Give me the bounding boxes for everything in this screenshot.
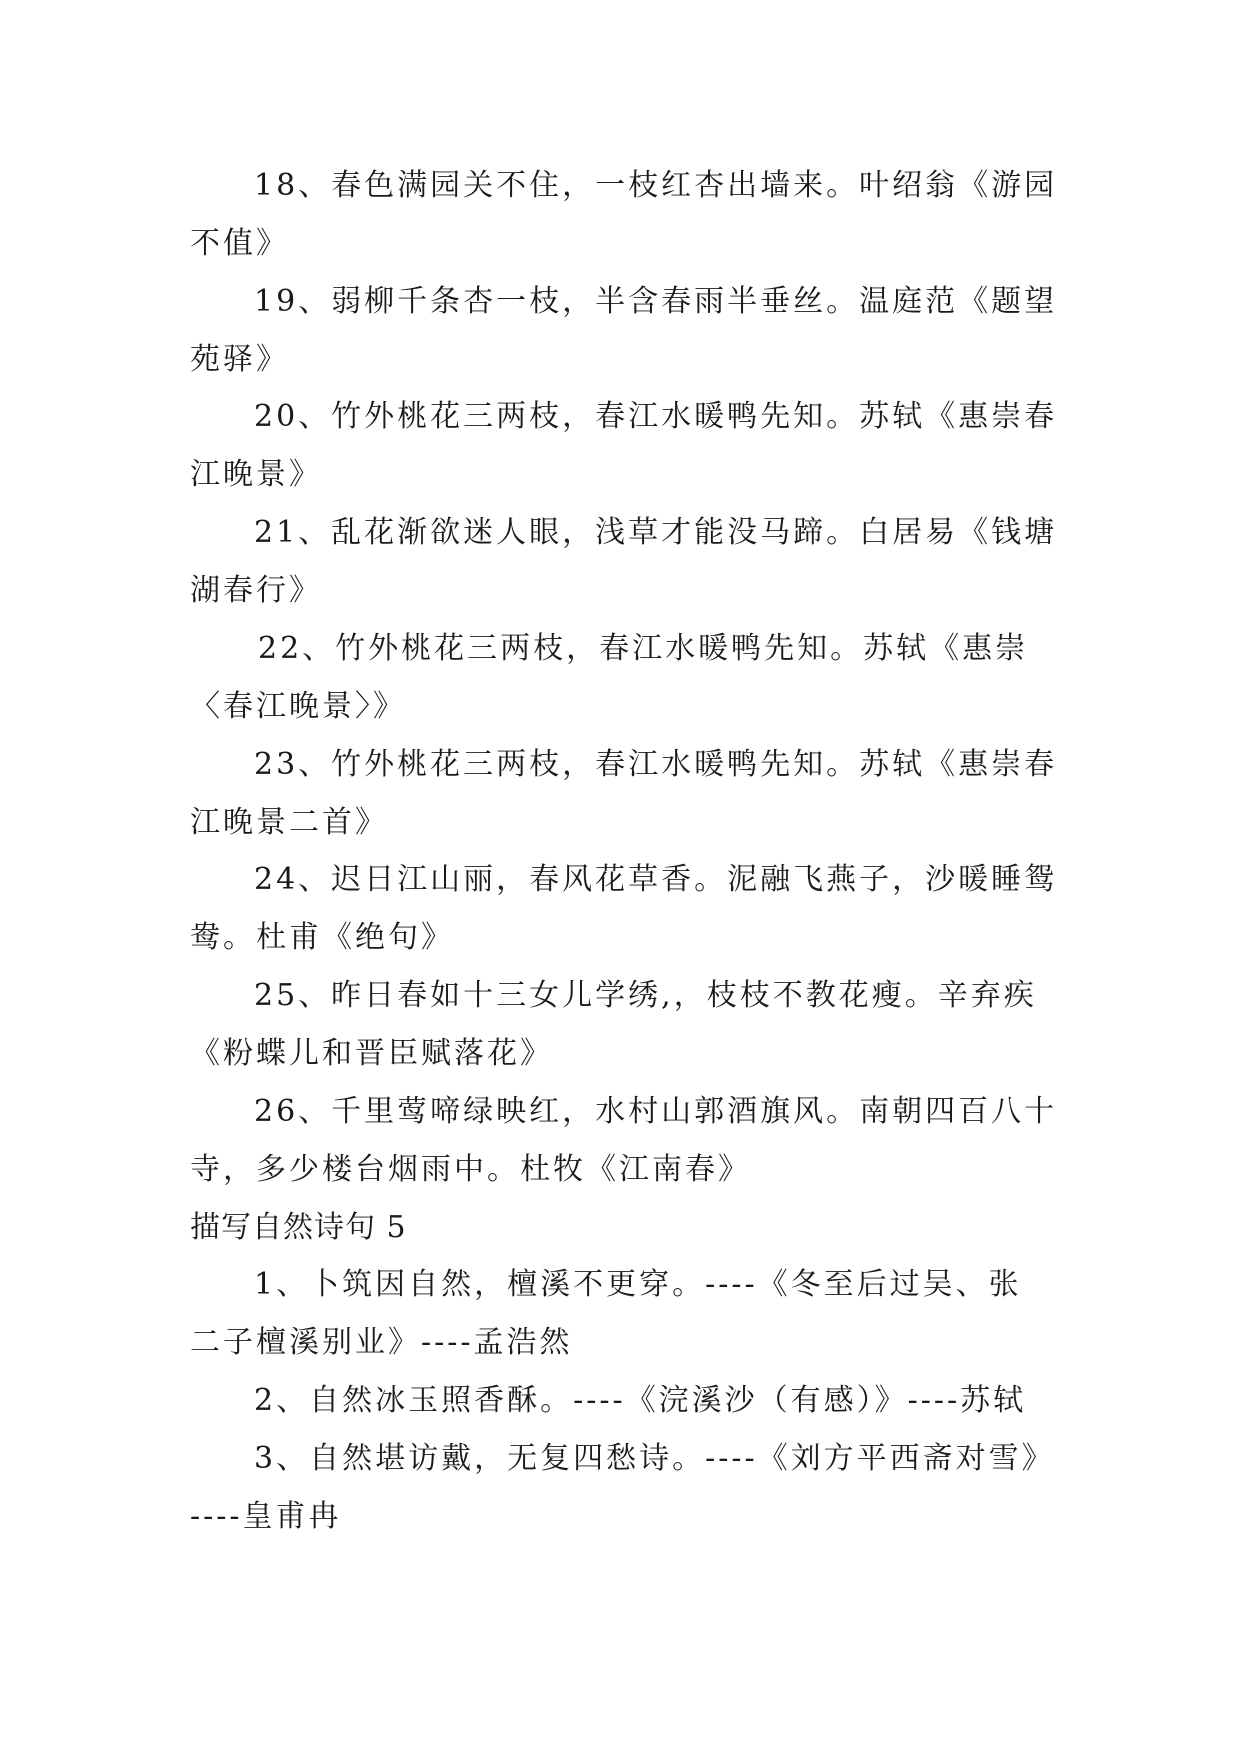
poem-20-line-1: 20、竹外桃花三两枝，春江水暖鸭先知。苏轼《惠崇春 [254, 399, 1058, 434]
poem-18-line-2: 不值》 [190, 226, 289, 261]
poem-26-line-2: 寺，多少楼台烟雨中。杜牧《江南春》 [190, 1152, 751, 1187]
nature-poem-3-line-2: ----皇甫冉 [190, 1499, 342, 1534]
poem-19-line-2: 苑驿》 [190, 342, 289, 377]
nature-poem-1-line-2: 二子檀溪别业》----孟浩然 [190, 1325, 573, 1360]
poem-24-line-1: 24、迟日江山丽，春风花草香。泥融飞燕子，沙暖睡鸳 [254, 862, 1058, 897]
poem-25-line-1: 25、昨日春如十三女儿学绣,，枝枝不教花瘦。辛弃疾 [254, 978, 1037, 1013]
section-heading: 描写自然诗句 5 [190, 1210, 407, 1245]
poem-24-line-2: 鸯。杜甫《绝句》 [190, 920, 454, 955]
poem-23-line-2: 江晚景二首》 [190, 805, 388, 840]
poem-18-line-1: 18、春色满园关不住，一枝红杏出墙来。叶绍翁《游园 [254, 168, 1058, 203]
poem-21-line-1: 21、乱花渐欲迷人眼，浅草才能没马蹄。白居易《钱塘 [254, 515, 1058, 550]
nature-poem-2-line-1: 2、自然冰玉照香酥。----《浣溪沙（有感）》----苏轼 [254, 1383, 1027, 1418]
poem-26-line-1: 26、千里莺啼绿映红，水村山郭酒旗风。南朝四百八十 [254, 1094, 1058, 1129]
poem-21-line-2: 湖春行》 [190, 573, 322, 608]
poem-19-line-1: 19、弱柳千条杏一枝，半含春雨半垂丝。温庭范《题望 [254, 284, 1058, 319]
nature-poem-1-line-1: 1、卜筑因自然，檀溪不更穿。----《冬至后过吴、张 [254, 1267, 1022, 1302]
poem-25-line-2: 《粉蝶儿和晋臣赋落花》 [190, 1036, 553, 1071]
poem-22-line-2: 〈春江晚景〉》 [190, 689, 406, 724]
poem-22-line-1: 22、竹外桃花三两枝，春江水暖鸭先知。苏轼《惠崇 [258, 631, 1029, 666]
nature-poem-3-line-1: 3、自然堪访戴，无复四愁诗。----《刘方平西斋对雪》 [254, 1441, 1055, 1476]
poem-20-line-2: 江晚景》 [190, 457, 322, 492]
poem-23-line-1: 23、竹外桃花三两枝，春江水暖鸭先知。苏轼《惠崇春 [254, 747, 1058, 782]
